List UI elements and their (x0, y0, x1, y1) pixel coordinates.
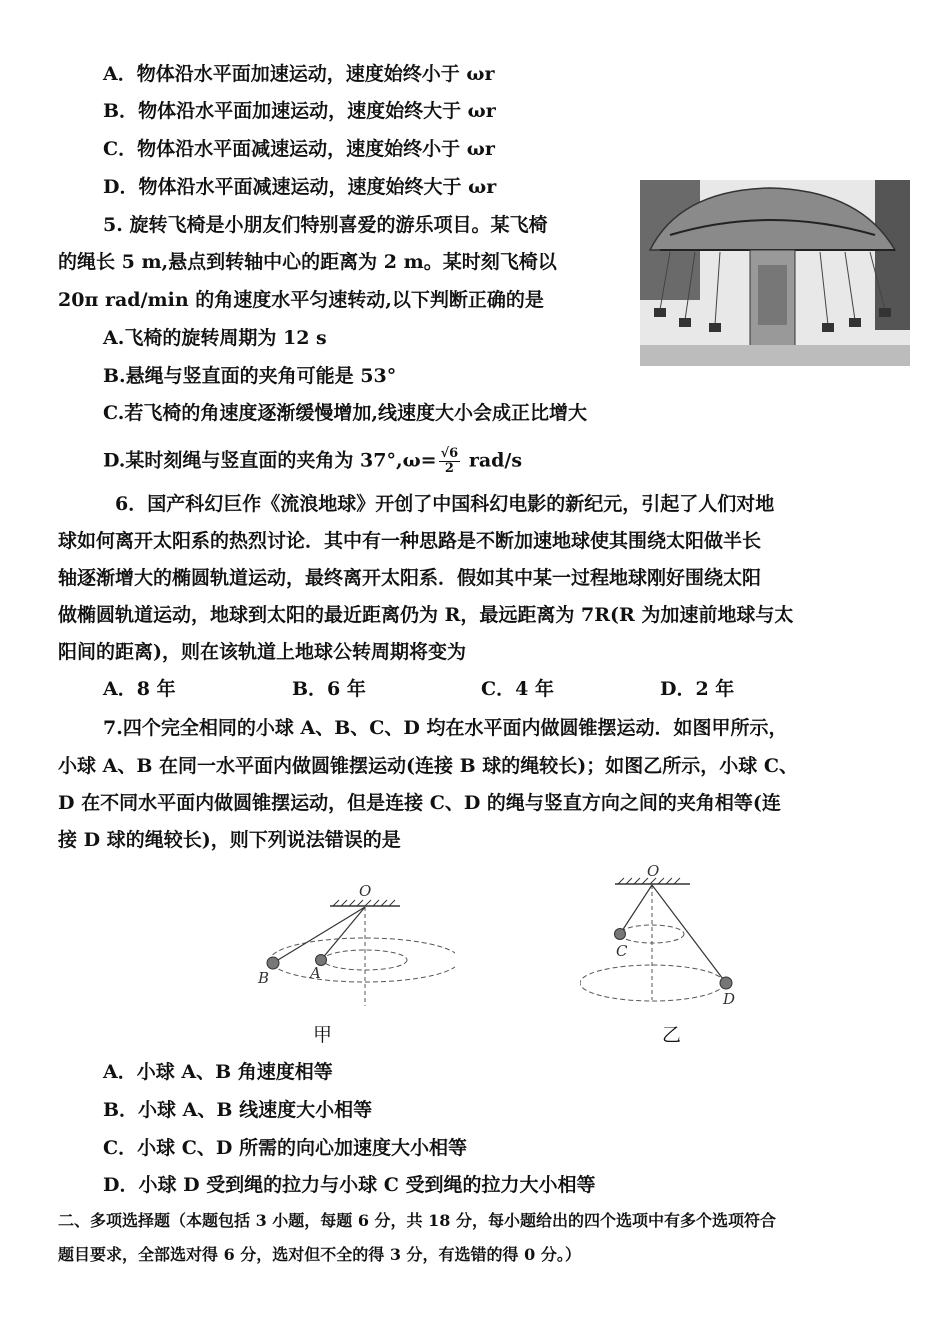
q4-option-b: B．物体沿水平面加速运动，速度始终大于 ωr (103, 100, 496, 122)
q7-stem-line2: 小球 A、B 在同一水平面内做圆锥摆运动(连接 B 球的绳较长)；如图乙所示，小球 C、 (58, 755, 799, 777)
q6-option-b: B．6 年 (292, 678, 366, 700)
q6-stem-line4: 做椭圆轨道运动，地球到太阳的最近距离仍为 R，最远距离为 7R(R 为加速前地球与太 (58, 604, 794, 626)
q7-stem-line1: 7.四个完全相同的小球 A、B、C、D 均在水平面内做圆锥摆运动．如图甲所示， (103, 717, 788, 739)
section2-heading-line2: 题目要求，全部选对得 6 分，选对但不全的得 3 分，有选错的得 0 分。） (58, 1245, 581, 1264)
q6-stem-line3: 轴逐渐增大的椭圆轨道运动，最终离开太阳系．假如其中某一过程地球刚好围绕太阳 (58, 567, 762, 589)
q5-option-a: A.飞椅的旋转周期为 12 s (103, 327, 327, 349)
q4-option-d: D．物体沿水平面减速运动，速度始终大于 ωr (103, 176, 497, 198)
q7-stem-line4: 接 D 球的绳较长)，则下列说法错误的是 (58, 829, 401, 851)
ball-c-label: C (616, 942, 628, 960)
ball-b-label: B (258, 969, 270, 987)
q7-option-d: D．小球 D 受到绳的拉力与小球 C 受到绳的拉力大小相等 (103, 1174, 596, 1196)
q5-option-d: D.某时刻绳与竖直面的夹角为 37°,ω= $\frac{√6}{2}$ rad/s (103, 446, 523, 476)
q7-option-a: A．小球 A、B 角速度相等 (103, 1061, 333, 1083)
q6-option-c: C．4 年 (481, 678, 554, 700)
q6-stem-line1: 6．国产科幻巨作《流浪地球》开创了中国科幻电影的新纪元，引起了人们对地 (115, 493, 775, 515)
q5-stem-line2: 的绳长 5 m,悬点到转轴中心的距离为 2 m。某时刻飞椅以 (58, 251, 557, 273)
q7-option-b: B．小球 A、B 线速度大小相等 (103, 1099, 373, 1121)
q4-option-c: C．物体沿水平面减速运动，速度始终小于 ωr (103, 138, 495, 160)
point-o-label: O (647, 862, 660, 880)
section2-heading-line1: 二、多项选择题（本题包括 3 小题，每题 6 分，共 18 分，每小题给出的四个选项中有多个选项符合 (58, 1211, 776, 1230)
figure-yi (580, 860, 750, 1010)
q6-stem-line5: 阳间的距离)，则在该轨道上地球公转周期将变为 (58, 641, 466, 663)
fraction: $\frac{√6}{2}$ (440, 446, 459, 476)
point-o-label: O (359, 882, 372, 900)
figure-jia (255, 878, 455, 1008)
q5-option-c: C.若飞椅的角速度逐渐缓慢增加,线速度大小会成正比增大 (103, 402, 588, 424)
q6-option-a: A．8 年 (103, 678, 176, 700)
q7-option-c: C．小球 C、D 所需的向心加速度大小相等 (103, 1137, 467, 1159)
ball-d-label: D (723, 990, 736, 1008)
q6-stem-line2: 球如何离开太阳系的热烈讨论．其中有一种思路是不断加速地球使其围绕太阳做半长 (58, 530, 762, 552)
figure-yi-caption: 乙 (662, 1024, 682, 1046)
ball-a-label: A (310, 964, 321, 982)
q4-option-a: A．物体沿水平面加速运动，速度始终小于 ωr (103, 63, 495, 85)
q5-stem-line3: 20π rad/min 的角速度水平匀速转动,以下判断正确的是 (58, 289, 544, 311)
q5-option-b: B.悬绳与竖直面的夹角可能是 53° (103, 365, 397, 387)
q5-stem-line1: 5. 旋转飞椅是小朋友们特别喜爱的游乐项目。某飞椅 (103, 214, 548, 236)
q6-option-d: D．2 年 (660, 678, 735, 700)
flying-chair-photo (640, 180, 910, 366)
figure-jia-caption: 甲 (313, 1024, 333, 1046)
q7-stem-line3: D 在不同水平面内做圆锥摆运动，但是连接 C、D 的绳与竖直方向之间的夹角相等(连 (58, 792, 781, 814)
